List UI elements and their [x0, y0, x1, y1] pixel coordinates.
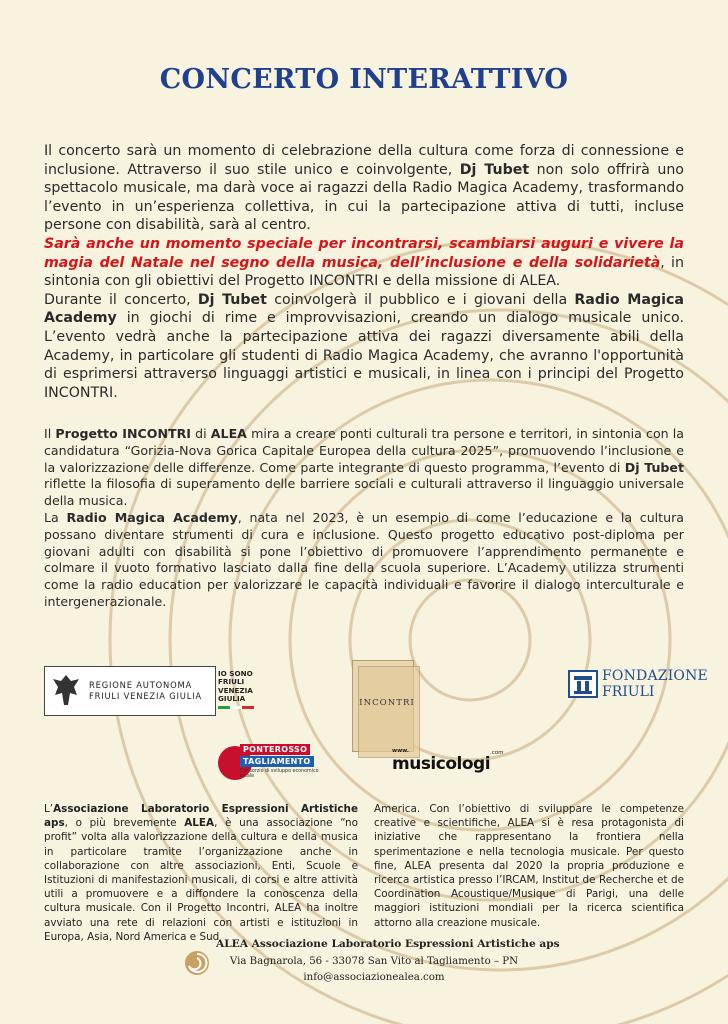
- fondazione-friuli-logo: FONDAZIONE FRIULI: [568, 668, 688, 708]
- highlight-red-text: Sarà anche un momento speciale per incontrarsi, scambiarsi auguri e vivere la magia del Natale nel segno della musica, dell’inclusione e della solidarietà: [44, 235, 684, 271]
- footer-address: Via Bagnarola, 56 - 33078 San Vito al Tagliamento – PN: [229, 956, 519, 967]
- info-left-column: L’Associazione Laboratorio Espressioni Artistiche aps, o più brevemente ALEA, è una associazione “no profit” volta alla valorizzazione della cultura e della musica in particolare tramite l’organizzazione anche in collaborazione con altre associazioni, Enti, Scuole e Istituzioni di manifestazioni musicali, di corsi e altre attività utili a promuovere e a diffondere la conoscenza della cultura musicale. Con il Progetto Incontri, ALEA ha inoltre avviato una rete di relazioni con artisti e istituzioni in Europa, Asia, Nord America e Sud: [44, 803, 358, 943]
- incontri-paragraph: Il Progetto INCONTRI di ALEA mira a creare ponti culturali tra persone e territori, in sintonia con la candidatura “Gorizia-Nova Gorica Capitale Europea della cultura 2025”, promuovendo l’inclusione e la valorizzazione delle differenze. Come parte integrante di questo programma, l’evento di Dj Tubet riflette la filosofia di superamento delle barriere sociali e culturali attraverso il linguaggio universale della musica.: [44, 426, 685, 509]
- io-sono-fvg-logo: IO SONO FRIULI VENEZIA GIULIA: [218, 670, 278, 709]
- academy-paragraph: La Radio Magica Academy, nata nel 2023, è un esempio di come l’educazione e la cultura possano diventare strumenti di cura e inclusione. Questo progetto educativo post-diploma per giovani adulti con disabilità si pone l’obiettivo di promuovere l’apprendimento permanente e colmare il vuoto formativo lasciato dalla fine della scuola superiore. L’Academy utilizza strumenti come la radio education per valorizzare le capacità individuali e favorire il dialogo interculturale e intergenerazionale.: [44, 509, 684, 609]
- incontri-logo: [352, 660, 420, 756]
- intro-paragraph-3: Durante il concerto, Dj Tubet coinvolgerà il pubblico e i giovani della Radio Magica Academy in giochi di rime e improvvisazioni, creando un dialogo musicale unico. L’evento vedrà anche la partecipazione attiva dei ragazzi diversamente abili della Academy, in particolare gli studenti di Radio Magica Academy, che avranno l'opportunità di esprimersi attraverso linguaggi artistici e musicali, in linea con i principi del Progetto INCONTRI.: [44, 291, 684, 401]
- intro-text: [44, 142, 684, 402]
- eagle-icon: [49, 671, 83, 711]
- italian-flag-icon: [218, 706, 254, 709]
- incontri-label: INCONTRI: [359, 698, 415, 708]
- intro-paragraph: Il concerto sarà un momento di celebrazione della cultura come forza di connessione e inclusione. Attraverso il suo stile unico e coinvolgente, Dj Tubet non solo offrirà uno spettacolo musicale, ma darà voce ai ragazzi della Radio Magica Academy, trasformando l’evento in un’esperienza collettiva, in cui la partecipazione attiva di tutti, incluse persone con disabilità, sarà al centro.: [44, 143, 684, 234]
- project-description: [44, 426, 684, 611]
- regione-fvg-logo: [44, 666, 216, 716]
- footer-contact: [184, 938, 564, 1008]
- temple-icon: [568, 670, 598, 698]
- info-right-column: America. Con l’obiettivo di sviluppare le competenze creative e scientifiche, ALEA si è resa protagonista di iniziative che rappresentano la frontiera nella sperimentazione e nella tecnologia musicale. Per questo fine, ALEA presenta dal 2020 la propria produzione e ricerca artistica presso l’IRCAM, Institut de Recherche et de Coordination Acoustique/Musique di Parigi, una delle maggiori istituzioni mondiali per la ricerca scientifica attorno alla creazione musicale.: [374, 803, 684, 929]
- alea-logo-icon: [184, 950, 210, 976]
- dj-tubet-bold: Dj Tubet: [459, 161, 530, 178]
- footer-org-name: ALEA Associazione Laboratorio Espressioni Artistiche aps: [216, 938, 560, 950]
- regione-line-2: FRIULI VENEZIA GIULIA: [89, 691, 202, 701]
- intro-paragraph-2: Sarà anche un momento speciale per incontrarsi, scambiarsi auguri e vivere la magia del Natale nel segno della musica, dell’inclusione e della solidarietà, in sintonia con gli obiettivi del Progetto INCONTRI e della missione di ALEA.: [44, 235, 684, 290]
- musicologi-logo: www. musicologi .com: [392, 748, 504, 774]
- ponterosso-logo: PONTEROSSO TAGLIAMENTO Consorzio di sviluppo economico locale: [218, 744, 322, 782]
- page-title: CONCERTO INTERATTIVO: [159, 64, 569, 95]
- footer-email[interactable]: info@associazionealea.com: [303, 972, 445, 983]
- regione-line-1: REGIONE AUTONOMA: [89, 680, 193, 690]
